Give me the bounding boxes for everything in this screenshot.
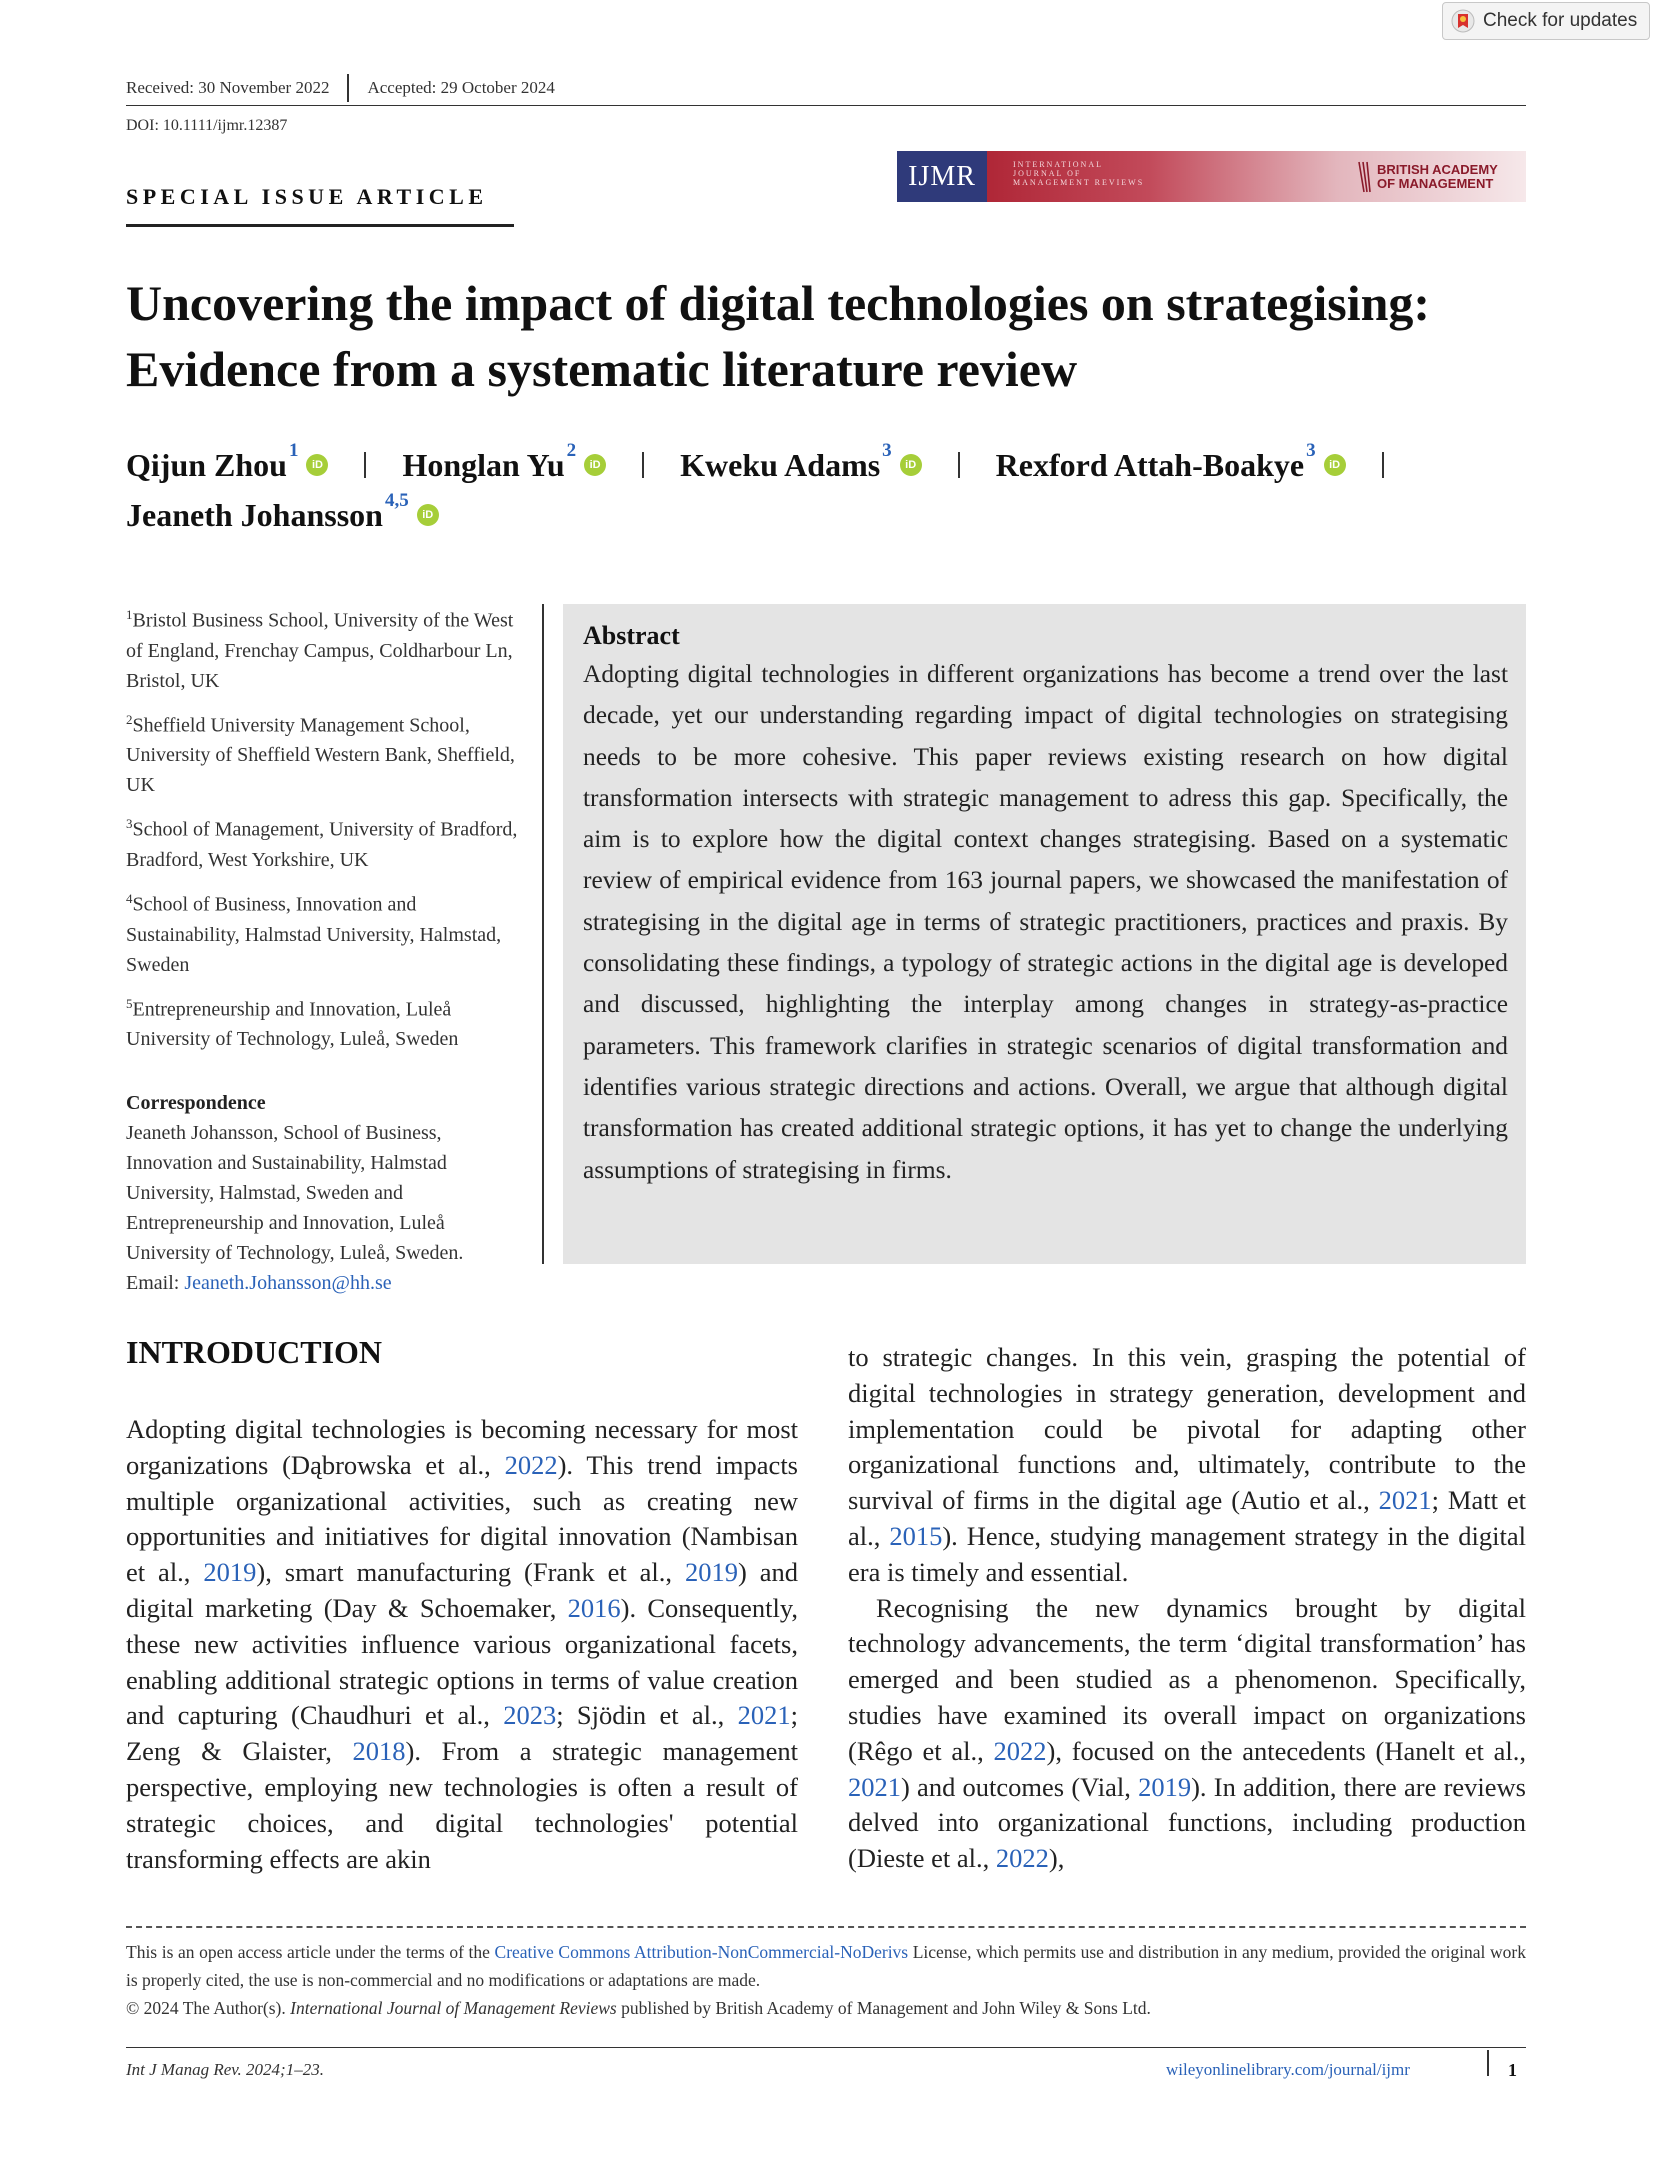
- citation-link[interactable]: 2022: [993, 1735, 1047, 1766]
- abstract-heading: Abstract: [583, 621, 680, 650]
- abstract-divider: [542, 604, 544, 1264]
- affiliation: $^2$Sheffield University Management School, University of Sheffield Western Bank, Sheffield, UK: [126, 711, 515, 797]
- citation-link[interactable]: 2015: [889, 1520, 943, 1551]
- update-bookmark-icon: [1451, 9, 1475, 33]
- orcid-icon[interactable]: iD: [1324, 454, 1346, 476]
- section-heading: INTRODUCTION: [126, 1334, 383, 1370]
- license-link[interactable]: Creative Commons Attribution-NonCommercial-NoDerivs: [494, 1942, 909, 1962]
- affiliation: $^3$School of Management, University of Bradford, Bradford, West Yorkshire, UK: [126, 816, 518, 871]
- author[interactable]: Jeaneth Johansson $^{4,5}$ iD: [126, 490, 439, 540]
- citation-link[interactable]: 2021: [737, 1700, 791, 1731]
- abstract-box: [563, 604, 1526, 1264]
- citation-link[interactable]: 2023: [503, 1700, 557, 1731]
- footer-rule: [126, 2047, 1526, 2048]
- copyright-line: © 2024 The Author(s). International Journal of Management Reviews published by British Academy of Management and John Wiley & Sons Ltd.: [126, 1998, 1151, 2018]
- article-type: SPECIAL ISSUE ARTICLE: [126, 184, 488, 209]
- journal-full-name: INTERNATIONAL JOURNAL OF MANAGEMENT REVIEWS: [1013, 160, 1145, 187]
- citation-link[interactable]: 2016: [567, 1592, 621, 1623]
- author-divider: [1382, 452, 1384, 478]
- article-type-underline: [126, 224, 514, 227]
- citation-link[interactable]: 2022: [504, 1449, 558, 1480]
- license-note: This is an open access article under the terms of the Creative Commons Attribution-NonCommercial-NoDerivs License, which permits use and distribution in any medium, provided the original work is properly cited, the use is non-commercial and no modifications or adaptations are made. © 2024 The Author(s). International Journal of Management Reviews published by British Academy of Management and John Wiley & Sons Ltd.: [126, 1938, 1526, 2022]
- author[interactable]: Rexford Attah-Boakye $^3$ iD: [996, 440, 1346, 490]
- orcid-icon[interactable]: iD: [900, 454, 922, 476]
- citation-link[interactable]: 2018: [352, 1736, 406, 1767]
- affiliation: $^1$Bristol Business School, University of the West of England, Frenchay Campus, Coldharbour Ln, Bristol, UK: [126, 607, 514, 692]
- society-name: BRITISH ACADEMY OF MANAGEMENT: [1377, 162, 1498, 191]
- affiliation: $^5$Entrepreneurship and Innovation, Luleå University of Technology, Luleå, Sweden: [126, 995, 459, 1051]
- author[interactable]: Honglan Yu $^2$ iD: [402, 440, 606, 490]
- affiliation: $^4$School of Business, Innovation and Sustainability, Halmstad University, Halmstad, Sweden: [126, 890, 502, 976]
- footnote-divider: [126, 1926, 1526, 1928]
- correspondence-text: Jeaneth Johansson, School of Business, Innovation and Sustainability, Halmstad University, Halmstad, Sweden and Entrepreneurship and Innovation, Luleå University of Technology, Luleå, Sweden. Email: Jeaneth.Johansson@hh.se: [126, 1122, 464, 1295]
- author-divider: [958, 452, 960, 478]
- author-divider: [642, 452, 644, 478]
- check-for-updates-label: Check for updates: [1483, 10, 1638, 31]
- author[interactable]: Kweku Adams $^3$ iD: [680, 440, 922, 490]
- header-rule: [126, 105, 1526, 106]
- citation-link[interactable]: 2022: [995, 1843, 1049, 1874]
- citation-link[interactable]: 2019: [1138, 1771, 1192, 1802]
- citation-link[interactable]: 2019: [203, 1557, 257, 1588]
- abstract-text: Adopting digital technologies in different organizations has become a trend over the last decade, yet our understanding regarding impact of digital technologies on strategising needs to be more cohesive. This paper reviews existing research on how digital transformation intersects with strategic management to adress this gap. Specifically, the aim is to explore how the digital context changes strategising. Based on a systematic review of empirical evidence from 163 journal papers, we showcased the manifestation of strategising in the digital age in terms of strategic practitioners, practices and praxis. By consolidating these findings, a typology of strategic actions in the digital age is developed and discussed, highlighting the interplay among changes in strategy-as-practice parameters. This framework clarifies in strategic scenarios of digital transformation and identifies various strategic directions and actions. Overall, we argue that although digital transformation has created additional strategic options, it has yet to change the underlying assumptions of strategising in firms.: [583, 660, 1508, 1184]
- paragraph: Adopting digital technologies is becoming necessary for most organizations (Dąbrowska et al., 2022). This trend impacts multiple organizational activities, such as creating new opportunities and initiatives for digital innovation (Nambisan et al., 2019), smart manufacturing (Frank et al., 2019) and digital marketing (Day & Schoemaker, 2016). Consequently, these new activities influence various organizational facets, enabling additional strategic options in terms of value creation and capturing (Chaudhuri et al., 2023; Sjödin et al., 2021; Zeng & Glaister, 2018). From a strategic management perspective, employing new technologies is often a result of strategic choices, and digital technologies' potential transforming effects are akin: [126, 1414, 799, 1874]
- orcid-icon[interactable]: iD: [584, 454, 606, 476]
- citation-link[interactable]: 2019: [684, 1557, 738, 1588]
- article-title: Uncovering the impact of digital technologies on strategising: Evidence from a systematic literature review: [126, 275, 1431, 397]
- body-column-left: [126, 1412, 798, 1877]
- body-column-right: [848, 1340, 1526, 1877]
- orcid-icon[interactable]: iD: [306, 454, 328, 476]
- author-list: [126, 440, 1546, 540]
- author[interactable]: Qijun Zhou $^1$ iD: [126, 440, 328, 490]
- paragraph: Recognising the new dynamics brought by digital technology advancements, the term ‘digital transformation’ has emerged and been studied as a phenomenon. Specifically, studies have examined its overall impact on organizations (Rêgo et al., 2022), focused on the antecedents (Hanelt et al., 2021) and outcomes (Vial, 2019). In addition, there are reviews delved into organizational functions, including production (Dieste et al., 2022),: [848, 1592, 1526, 1874]
- journal-banner: [897, 151, 1526, 202]
- journal-logo: IJMR: [897, 151, 987, 202]
- email-link[interactable]: Jeaneth.Johansson@hh.se: [184, 1272, 392, 1295]
- affiliations: [126, 600, 526, 1298]
- journal-citation: Int J Manag Rev. 2024;1–23.: [126, 2060, 324, 2079]
- accepted-date: Accepted: 29 October 2024: [367, 78, 555, 97]
- journal-url-link[interactable]: wileyonlinelibrary.com/journal/ijmr: [1166, 2060, 1410, 2079]
- footer-divider: [1487, 2050, 1489, 2076]
- citation-link[interactable]: 2021: [848, 1771, 901, 1802]
- society-logo-icon: [1357, 160, 1371, 194]
- paragraph: to strategic changes. In this vein, grasping the potential of digital technologies in strategy generation, development and implementation could be pivotal for adapting other organizational functions and, ultimately, contribute to the survival of firms in the digital age (Autio et al., 2021; Matt et al., 2015). Hence, studying management strategy in the digital era is timely and essential.: [848, 1342, 1526, 1587]
- check-for-updates-button[interactable]: [1442, 2, 1650, 40]
- page-number: 1: [1508, 2060, 1517, 2080]
- doi: DOI: 10.1111/ijmr.12387: [126, 117, 288, 134]
- correspondence-heading: Correspondence: [126, 1092, 266, 1115]
- received-date: Received: 30 November 2022: [126, 78, 330, 97]
- author-divider: [364, 452, 366, 478]
- citation-link[interactable]: 2021: [1378, 1485, 1432, 1516]
- article-dates: [126, 74, 555, 102]
- orcid-icon[interactable]: iD: [417, 504, 439, 526]
- date-divider: [347, 74, 349, 102]
